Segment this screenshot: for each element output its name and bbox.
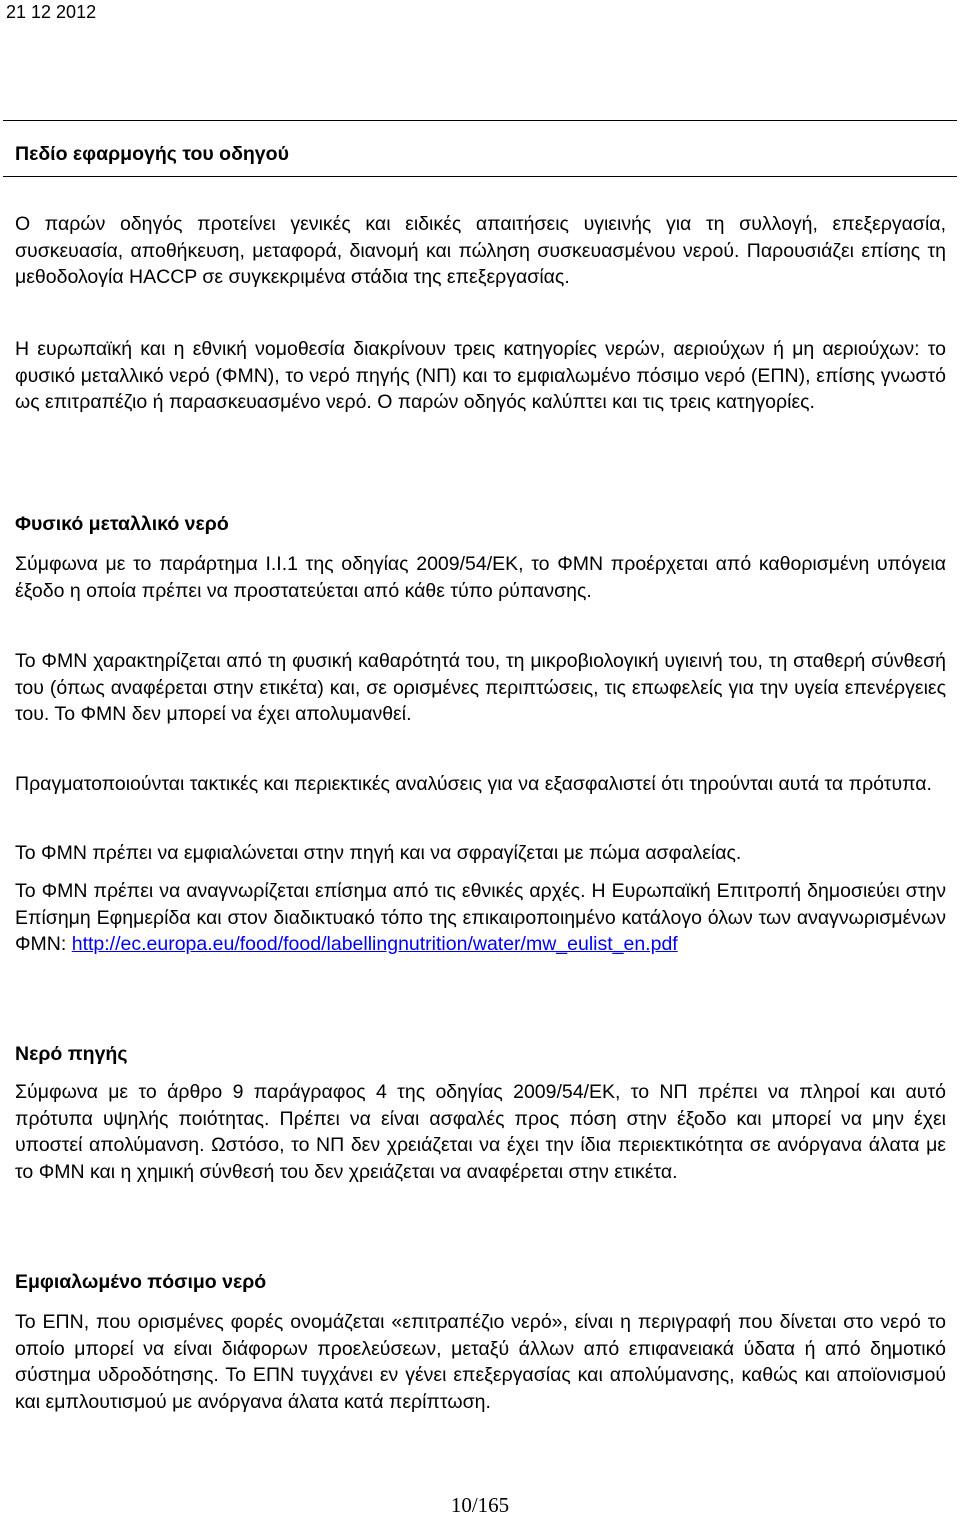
eu-list-link[interactable]: http://ec.europa.eu/food/food/labellingnutrition/water/mw_eulist_en.pdf	[71, 933, 678, 955]
mineral-paragraph-3: Πραγματοποιούνται τακτικές και περιεκτικές αναλύσεις για να εξασφαλιστεί ότι τηρούνται αυτά τα πρότυπα.	[15, 773, 932, 795]
section-title-spring: Νερό πηγής	[15, 1043, 128, 1065]
mineral-paragraph-5	[15, 878, 946, 958]
spring-paragraph-1: Σύμφωνα με το άρθρο 9 παράγραφος 4 της οδηγίας 2009/54/ΕΚ, το ΝΠ πρέπει να πληροί και αυτό πρότυπα υψηλής ποιότητας. Πρέπει να είναι ασφαλές προς πόση στην έξοδο και μπορεί να μην έχει υποστεί απολύμανση. Ωστόσο, το ΝΠ δεν χρειάζεται να έχει την ίδια περιεκτικότητα σε ανόργανα άλατα με το ΦΜΝ και η χημική σύνθεσή του δεν χρειάζεται να αναφέρεται στην ετικέτα.	[15, 1081, 946, 1183]
section-title-bottled: Εμφιαλωμένο πόσιμο νερό	[15, 1271, 267, 1293]
mineral-paragraph-4: Το ΦΜΝ πρέπει να εμφιαλώνεται στην πηγή και να σφραγίζεται με πώμα ασφαλείας.	[15, 842, 742, 864]
mineral-paragraph-2: Το ΦΜΝ χαρακτηρίζεται από τη φυσική καθαρότητά του, τη μικροβιολογική υγιεινή του, τη σταθερή σύνθεσή του (όπως αναφέρεται στην ετικέτα) και, σε ορισμένες περιπτώσεις, τις επωφελείς για την υγεία επενέργειες του. Το ΦΜΝ δεν μπορεί να έχει απολυμανθεί.	[15, 650, 946, 725]
mineral-paragraph-5-text: Το ΦΜΝ πρέπει να αναγνωρίζεται επίσημα από τις εθνικές αρχές. Η Ευρωπαϊκή Επιτροπή δημοσιεύει στην Επίσημη Εφημερίδα και στον διαδικτυακό τόπο της επικαιροποιημένο κατάλογο όλων των αναγνωρισμένων ΦΜΝ:	[15, 880, 946, 955]
top-rule	[3, 120, 957, 121]
mineral-paragraph-1: Σύμφωνα με το παράρτημα Ι.Ι.1 της οδηγίας 2009/54/ΕΚ, το ΦΜΝ προέρχεται από καθορισμένη υπόγεια έξοδο η οποία πρέπει να προστατεύεται από κάθε τύπο ρύπανσης.	[15, 553, 946, 602]
page-number: 10/165	[450, 1493, 510, 1517]
bottled-paragraph-1: Το ΕΠΝ, που ορισμένες φορές ονομάζεται «επιτραπέζιο νερό», είναι η περιγραφή που δίνεται στο νερό το οποίο μπορεί να είναι διάφορων προελεύσεων, μεταξύ άλλων από επιφανειακά ύδατα ή από δημοτικό σύστημα υδροδότησης. Το ΕΠΝ τυγχάνει εν γένει επεξεργασίας και απολύμανσης, καθώς και αποϊονισμού και εμπλουτισμού με ανόργανα άλατα κατά περίπτωση.	[15, 1311, 946, 1413]
section-title-scope: Πεδίο εφαρμογής του οδηγού	[15, 143, 289, 165]
section-title-mineral: Φυσικό μεταλλικό νερό	[15, 513, 229, 535]
title-rule	[3, 176, 957, 177]
scope-paragraph-2: Η ευρωπαϊκή και η εθνική νομοθεσία διακρίνουν τρεις κατηγορίες νερών, αεριούχων ή μη αεριούχων: το φυσικό μεταλλικό νερό (ΦΜΝ), το νερό πηγής (ΝΠ) και το εμφιαλωμένο πόσιμο νερό (ΕΠΝ), επίσης γνωστό ως επιτραπέζιο ή παρασκευασμένο νερό. Ο παρών οδηγός καλύπτει και τις τρεις κατηγορίες.	[15, 338, 946, 413]
scope-paragraph-1: Ο παρών οδηγός προτείνει γενικές και ειδικές απαιτήσεις υγιεινής για τη συλλογή, επεξεργασία, συσκευασία, αποθήκευση, μεταφορά, διανομή και πώληση συσκευασμένου νερού. Παρουσιάζει επίσης τη μεθοδολογία HACCP σε συγκεκριμένα στάδια της επεξεργασίας.	[15, 213, 946, 288]
document-date: 21 12 2012	[6, 2, 97, 22]
